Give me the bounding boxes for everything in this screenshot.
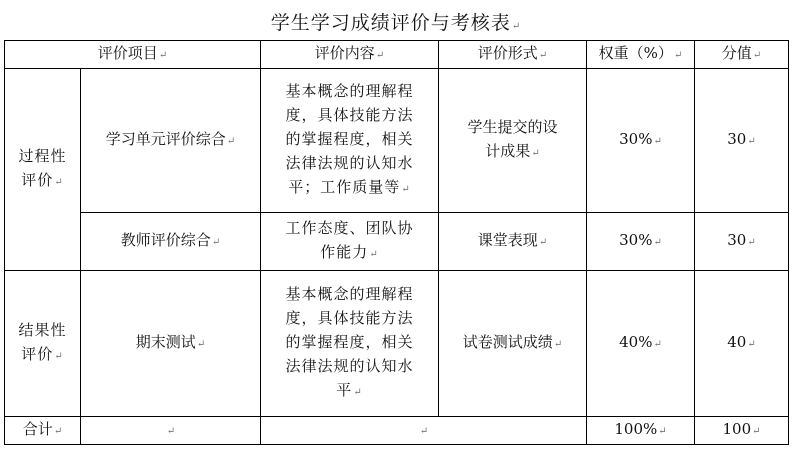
category-result — [5, 271, 81, 417]
paragraph-mark-icon: ↵ — [353, 387, 363, 398]
paragraph-mark-icon: ↵ — [673, 50, 683, 61]
paragraph-mark-icon: ↵ — [511, 21, 522, 32]
header-content: 评价内容↵ — [261, 41, 439, 69]
header-form: 评价形式↵ — [439, 41, 587, 69]
category-label: 过程性 — [18, 147, 67, 165]
score-cell: 30↵ — [695, 69, 789, 213]
content-cell: 基本概念的理解程 度，具体技能方法 的掌握程度，相关 法律法规的认知水 平；工作质量等↵ — [261, 69, 439, 213]
form-cell: 学生提交的设 计成果↵ — [439, 69, 587, 213]
table-row — [5, 69, 789, 213]
paragraph-mark-icon: ↵ — [752, 426, 761, 437]
paragraph-mark-icon: ↵ — [166, 426, 176, 437]
paragraph-mark-icon: ↵ — [375, 50, 385, 61]
paragraph-mark-icon: ↵ — [747, 339, 756, 350]
paragraph-mark-icon: ↵ — [54, 351, 64, 362]
paragraph-mark-icon: ↵ — [553, 339, 563, 350]
header-row — [5, 41, 789, 69]
category-label: 评价 — [21, 171, 54, 189]
paragraph-mark-icon: ↵ — [747, 237, 756, 248]
paragraph-mark-icon: ↵ — [54, 177, 64, 188]
weight-cell: 30%↵ — [587, 69, 695, 213]
item-cell: 学习单元评价综合↵ — [81, 69, 261, 213]
total-content-cell — [261, 417, 587, 445]
total-weight: 100%↵ — [587, 417, 695, 445]
weight-cell: 40%↵ — [587, 271, 695, 417]
paragraph-mark-icon: ↵ — [538, 237, 548, 248]
paragraph-mark-icon: ↵ — [658, 426, 667, 437]
paragraph-mark-icon: ↵ — [53, 426, 63, 437]
grade-table — [4, 40, 789, 445]
paragraph-mark-icon: ↵ — [538, 50, 548, 61]
header-score: 分值↵ — [695, 41, 789, 69]
table-row — [5, 213, 789, 271]
form-cell: 试卷测试成绩↵ — [439, 271, 587, 417]
category-label: 评价 — [21, 345, 54, 363]
paragraph-mark-icon: ↵ — [747, 136, 756, 147]
header-item: 评价项目↵ — [5, 41, 261, 69]
paragraph-mark-icon: ↵ — [653, 136, 662, 147]
category-process — [5, 69, 81, 271]
total-item-cell — [81, 417, 261, 445]
weight-cell: 30%↵ — [587, 213, 695, 271]
total-row — [5, 417, 789, 445]
content-cell: 工作态度、团队协 作能力↵ — [261, 213, 439, 271]
total-score: 100↵ — [695, 417, 789, 445]
paragraph-mark-icon: ↵ — [211, 237, 221, 248]
table-row — [5, 271, 789, 417]
page-title: 学生学习成绩评价与考核表↵ — [270, 12, 522, 34]
paragraph-mark-icon: ↵ — [401, 184, 411, 195]
paragraph-mark-icon: ↵ — [369, 249, 379, 260]
content-cell: 基本概念的理解程 度，具体技能方法 的掌握程度，相关 法律法规的认知水 平↵ — [261, 271, 439, 417]
score-cell: 30↵ — [695, 213, 789, 271]
score-cell: 40↵ — [695, 271, 789, 417]
paragraph-mark-icon: ↵ — [196, 339, 206, 350]
header-weight: 权重（%）↵ — [587, 41, 695, 69]
category-label: 结果性 — [18, 321, 67, 339]
item-cell: 教师评价综合↵ — [81, 213, 261, 271]
form-cell: 课堂表现↵ — [439, 213, 587, 271]
paragraph-mark-icon: ↵ — [653, 237, 662, 248]
total-label: 合计↵ — [5, 417, 81, 445]
paragraph-mark-icon: ↵ — [752, 50, 762, 61]
item-cell: 期末测试↵ — [81, 271, 261, 417]
paragraph-mark-icon: ↵ — [419, 426, 429, 437]
paragraph-mark-icon: ↵ — [653, 339, 662, 350]
paragraph-mark-icon: ↵ — [158, 50, 168, 61]
paragraph-mark-icon: ↵ — [531, 148, 540, 159]
paragraph-mark-icon: ↵ — [226, 136, 236, 147]
